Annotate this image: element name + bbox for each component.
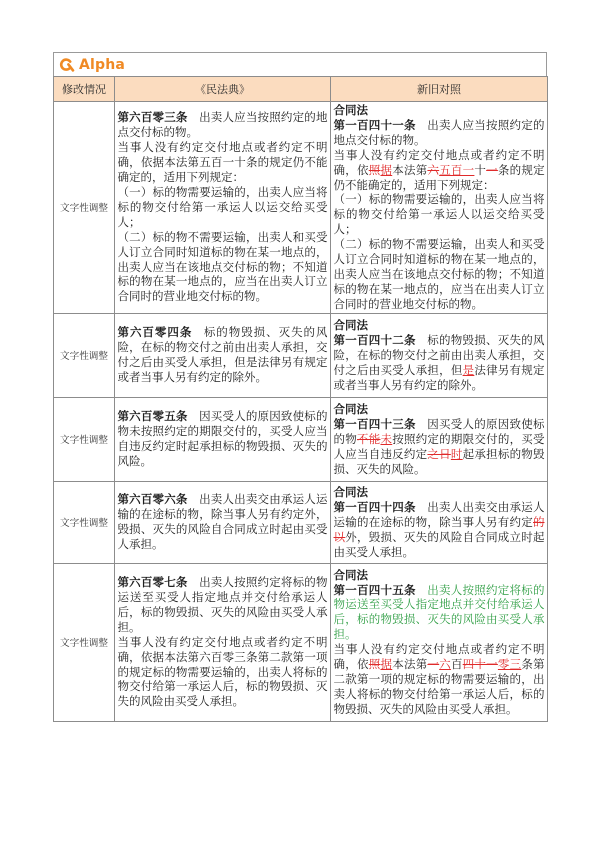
article-paragraph bbox=[334, 642, 545, 717]
article-number: 第一百四十三条 bbox=[333, 416, 416, 431]
civil-code-cell bbox=[115, 481, 331, 563]
article-text: 百 bbox=[450, 657, 463, 672]
law-name: 合同法 bbox=[333, 401, 368, 416]
article-text: 条第二款第一项的规定标的物需要运输的，出卖人将标的物交付给第一承运人后，标的物毁损、灭失的风险由买受人承担。 bbox=[333, 657, 545, 716]
article-text: 当事人没有约定交付地点或者约定不明确，依据本法第五百一十条的规定仍不能确定的，适用下列规定： bbox=[117, 140, 328, 185]
article-text: （一）标的物需要运输的，出卖人应当将标的物交付给第一承运人以运交给买受人； bbox=[333, 192, 545, 237]
article-paragraph bbox=[118, 110, 328, 140]
article-number: 第六百零六条 bbox=[117, 492, 188, 507]
article-paragraph bbox=[334, 148, 545, 193]
law-name: 合同法 bbox=[333, 484, 368, 499]
table-row bbox=[54, 102, 548, 314]
article-text: 出卖人应当按照约定的地点交付标的物。 bbox=[117, 110, 328, 140]
article-text: 当事人没有约定交付地点或者约定不明确，依 bbox=[333, 147, 545, 177]
article-text: （二）标的物不需要运输，出卖人和买受人订立合同时知道标的物在某一地点的，出卖人应当在该地点交付标的物；不知道标的物在某一地点的，应当在出卖人订立合同时的营业地交付标的物。 bbox=[333, 237, 545, 311]
change-type-cell bbox=[54, 102, 115, 314]
header-change-type: 修改情况 bbox=[54, 77, 115, 102]
change-type-cell bbox=[54, 397, 115, 481]
article-number: 第六百零七条 bbox=[117, 575, 188, 590]
deleted-text: 照 bbox=[368, 162, 381, 177]
article-text: 标的物毁损、灭失的风险，在标的物交付之前由出卖人承担，交付之后由买受人承担，但 bbox=[333, 332, 545, 377]
deleted-text: 不能 bbox=[356, 431, 381, 446]
article-paragraph bbox=[334, 500, 545, 560]
article-text: 本法第 bbox=[392, 162, 428, 177]
inserted-text: 零三 bbox=[497, 657, 522, 672]
article-number: 第一百四十四条 bbox=[333, 499, 416, 514]
article-paragraph bbox=[334, 192, 545, 237]
article-text: 出卖人应当按照约定的地点交付标的物。 bbox=[333, 117, 545, 147]
article-paragraph bbox=[118, 230, 328, 305]
law-name: 合同法 bbox=[333, 567, 368, 582]
change-type-cell bbox=[54, 313, 115, 397]
article-paragraph bbox=[118, 409, 328, 469]
table-row bbox=[54, 563, 548, 721]
article-paragraph bbox=[334, 583, 545, 643]
article-text: 出卖人出卖交由承运人运输的在途标的物，除当事人另有约定 bbox=[333, 499, 545, 529]
deleted-text: 四十一 bbox=[462, 657, 498, 672]
added-text: 出卖人按照约定将标的物运送至买受人指定地点并交付给承运人后，标的物毁损、灭失的风险由买受人承担。 bbox=[333, 582, 545, 642]
change-type-label: 文字性调整 bbox=[60, 351, 108, 363]
article-paragraph bbox=[334, 417, 545, 477]
table-row bbox=[54, 397, 548, 481]
civil-code-cell bbox=[115, 563, 331, 721]
alpha-logo-icon-svg bbox=[58, 57, 75, 72]
inserted-text: 六 bbox=[439, 657, 451, 672]
comparison-cell bbox=[331, 313, 548, 397]
article-text: 当事人没有约定交付地点或者约定不明确，依 bbox=[333, 642, 545, 672]
alpha-logo-icon bbox=[58, 57, 75, 72]
article-text: （二）标的物不需要运输，出卖人和买受人订立合同时知道标的物在某一地点的，出卖人应当在该地点交付标的物；不知道标的物在某一地点的，应当在出卖人订立合同时的营业地交付标的物。 bbox=[117, 229, 328, 304]
article-text: 当事人没有约定交付地点或者约定不明确，依据本法第六百零三条第二款第一项的规定标的物需要运输的，出卖人将标的物交付给第一承运人后，标的物毁损、灭失的风险由买受人承担。 bbox=[117, 634, 328, 709]
article-paragraph bbox=[334, 333, 545, 393]
change-type-label: 文字性调整 bbox=[60, 638, 108, 650]
civil-code-cell bbox=[115, 102, 331, 314]
civil-code-cell bbox=[115, 313, 331, 397]
inserted-text: 时 bbox=[450, 446, 463, 461]
article-number: 第一百四十一条 bbox=[333, 117, 416, 132]
article-number: 第六百零五条 bbox=[117, 409, 188, 424]
article-text: 条的规定仍不能确定的，适用下列规定： bbox=[333, 162, 545, 192]
comparison-cell bbox=[331, 102, 548, 314]
header-civil-code: 《民法典》 bbox=[115, 77, 331, 102]
article-text: 出卖人出卖交由承运人运输的在途标的物，除当事人另有约定外，毁损、灭失的风险自合同成立时起由买受人承担。 bbox=[117, 492, 328, 552]
brand-bar bbox=[53, 52, 547, 77]
article-text: 因买受人的原因致使标的物 bbox=[333, 416, 545, 446]
deleted-text: 之日 bbox=[427, 446, 451, 461]
change-type-label: 文字性调整 bbox=[60, 203, 108, 215]
comparison-cell bbox=[331, 563, 548, 721]
article-number: 第六百零四条 bbox=[117, 325, 193, 340]
article-text: 十 bbox=[474, 162, 487, 177]
article-paragraph bbox=[118, 185, 328, 230]
civil-code-cell bbox=[115, 397, 331, 481]
inserted-text: 据 bbox=[380, 162, 393, 177]
comparison-cell bbox=[331, 397, 548, 481]
comparison-table bbox=[53, 76, 548, 722]
change-type-cell bbox=[54, 481, 115, 563]
deleted-text: 一 bbox=[427, 657, 440, 672]
article-paragraph bbox=[118, 492, 328, 552]
inserted-text: 据 bbox=[380, 657, 393, 672]
article-text: 法律另有规定或者当事人另有约定的除外。 bbox=[333, 362, 545, 392]
article-paragraph bbox=[118, 635, 328, 710]
article-paragraph bbox=[118, 575, 328, 635]
article-text: 按照约定的期限交付的，买受人应当自违反约定 bbox=[333, 431, 545, 461]
article-text: 起承担标的物毁损、灭失的风险。 bbox=[333, 446, 545, 476]
table-header bbox=[54, 77, 548, 102]
article-text: 外，毁损、灭失的风险自合同成立时起由买受人承担。 bbox=[333, 529, 545, 559]
article-paragraph bbox=[334, 237, 545, 312]
law-name: 合同法 bbox=[333, 103, 368, 117]
article-text: 出卖人按照约定将标的物运送至买受人指定地点并交付给承运人后，标的物毁损、灭失的风险由买受人承担。 bbox=[117, 575, 328, 634]
inserted-text: 五百一 bbox=[439, 162, 475, 177]
article-paragraph bbox=[118, 325, 328, 385]
article-paragraph bbox=[334, 118, 545, 148]
article-number: 第一百四十五条 bbox=[333, 582, 416, 597]
inserted-text: 未 bbox=[380, 431, 393, 446]
deleted-text: 照 bbox=[368, 657, 381, 672]
comparison-cell bbox=[331, 481, 548, 563]
header-comparison: 新旧对照 bbox=[331, 77, 548, 102]
comparison-table-body bbox=[54, 102, 548, 722]
article-text: 因买受人的原因致使标的物未按照约定的期限交付的，买受人应当自违反约定时起承担标的物毁损、灭失的风险。 bbox=[117, 409, 328, 469]
brand-name: Alpha bbox=[79, 56, 126, 73]
table-row bbox=[54, 313, 548, 397]
article-number: 第六百零三条 bbox=[117, 110, 188, 125]
article-text: 标的物毁损、灭失的风险，在标的物交付之前由出卖人承担，交付之后由买受人承担，但是法律另有规定或者当事人另有约定的除外。 bbox=[117, 325, 328, 385]
table-row bbox=[54, 481, 548, 563]
deleted-text: 的以 bbox=[333, 514, 545, 544]
deleted-text: 一 bbox=[486, 162, 498, 177]
article-text: （一）标的物需要运输的，出卖人应当将标的物交付给第一承运人以运交给买受人； bbox=[117, 184, 328, 229]
article-text: 本法第 bbox=[392, 657, 428, 672]
law-name: 合同法 bbox=[333, 317, 368, 332]
article-number: 第一百四十二条 bbox=[333, 332, 416, 347]
article-paragraph bbox=[118, 140, 328, 185]
change-type-label: 文字性调整 bbox=[60, 435, 108, 447]
change-type-label: 文字性调整 bbox=[60, 518, 108, 530]
inserted-text: 是 bbox=[462, 362, 475, 377]
deleted-text: 六 bbox=[427, 162, 440, 177]
change-type-cell bbox=[54, 563, 115, 721]
header-row bbox=[54, 77, 548, 102]
